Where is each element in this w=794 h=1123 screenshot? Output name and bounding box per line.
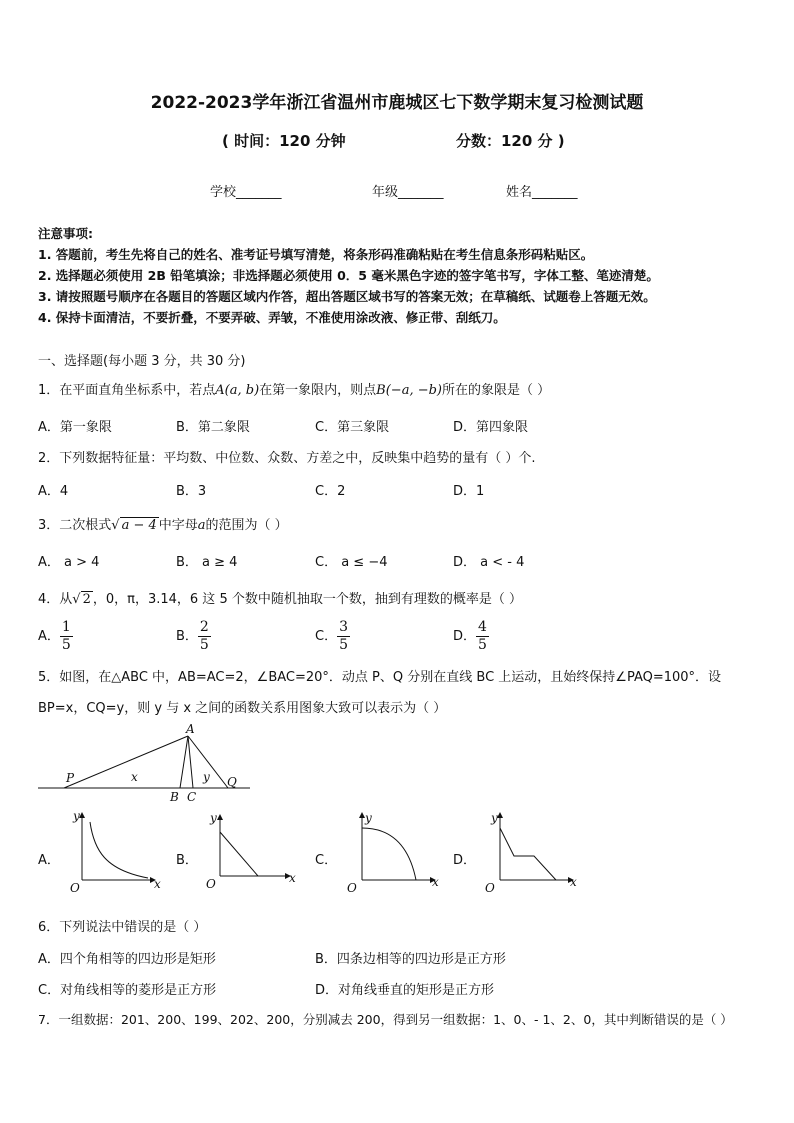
q6-option-a: A．四个角相等的四边形是矩形 bbox=[38, 952, 216, 967]
svg-text:y: y bbox=[210, 811, 217, 825]
name-field: 姓名_______ bbox=[506, 185, 578, 200]
q5-option-c: C． bbox=[315, 853, 338, 868]
q1-option-c: C．第三象限 bbox=[315, 420, 390, 435]
q5-option-a: A． bbox=[38, 853, 60, 868]
exam-time: ( 时间：120 分钟 bbox=[222, 132, 346, 150]
notes-heading: 注意事项: bbox=[38, 226, 93, 241]
q2-option-b: B．3 bbox=[176, 484, 207, 499]
q6-option-c: C．对角线相等的菱形是正方形 bbox=[38, 983, 217, 998]
label-b: B bbox=[170, 790, 179, 804]
label-y: y bbox=[203, 770, 210, 784]
question-4: 4．从√ 2 ，0，π，3.14，6 这 5 个数中随机抽取一个数，抽到有理数的概率是（ ） bbox=[38, 592, 522, 607]
svg-text:x: x bbox=[289, 871, 296, 885]
q1-option-a: A．第一象限 bbox=[38, 420, 112, 435]
q4-option-c: C． $\frac{3}{5}$ bbox=[315, 619, 348, 653]
svg-text:x: x bbox=[432, 875, 439, 889]
svg-text:x: x bbox=[570, 875, 577, 889]
question-2: 2．下列数据特征量：平均数、中位数、众数、方差之中，反映集中趋势的量有（ ）个. bbox=[38, 451, 536, 466]
q3-option-a: A． a > 4 bbox=[38, 555, 100, 570]
label-x: x bbox=[131, 770, 138, 784]
q3-option-d: D． a < - 4 bbox=[453, 555, 525, 570]
question-1: 1．在平面直角坐标系中，若点A(a, b)在第一象限内，则点B(−a, −b)所在的象限是（ ） bbox=[38, 383, 551, 398]
line-d bbox=[500, 828, 556, 880]
q4-option-b: B． $\frac{2}{5}$ bbox=[176, 619, 209, 653]
svg-text:O: O bbox=[485, 881, 495, 895]
q5-option-d: D． bbox=[453, 853, 477, 868]
label-c: C bbox=[187, 790, 197, 804]
q4-option-a: A． $\frac{1}{5}$ bbox=[38, 619, 71, 653]
svg-text:y: y bbox=[491, 811, 498, 825]
svg-text:O: O bbox=[347, 881, 357, 895]
svg-text:x: x bbox=[154, 877, 161, 891]
sqrt-expression: √ 2 bbox=[72, 592, 91, 607]
q5-option-b: B． bbox=[176, 853, 198, 868]
q6-option-d: D．对角线垂直的矩形是正方形 bbox=[315, 983, 495, 998]
exam-score: 分数：120 分 ) bbox=[456, 132, 565, 150]
svg-text:O: O bbox=[70, 881, 80, 895]
label-a: A bbox=[186, 722, 195, 736]
note-item: 2. 选择题必须使用 2B 铅笔填涂；非选择题必须使用 0．5 毫米黑色字迹的签字笔书写，字体工整、笔迹清楚。 bbox=[38, 268, 659, 283]
note-item: 4. 保持卡面清洁，不要折叠，不要弄破、弄皱，不准使用涂改液、修正带、刮纸刀。 bbox=[38, 310, 506, 325]
q3-option-c: C． a ≤ −4 bbox=[315, 555, 388, 570]
q6-option-b: B．四条边相等的四边形是正方形 bbox=[315, 952, 506, 967]
svg-text:y: y bbox=[73, 809, 80, 823]
q1-option-b: B．第二象限 bbox=[176, 420, 250, 435]
q2-option-a: A．4 bbox=[38, 484, 69, 499]
section-heading: 一、选择题(每小题 3 分，共 30 分) bbox=[38, 354, 246, 369]
exam-title: 2022-2023学年浙江省温州市鹿城区七下数学期末复习检测试题 bbox=[150, 93, 644, 113]
note-item: 3. 请按照题号顺序在各题目的答题区域内作答，超出答题区域书写的答案无效；在草稿纸、试题卷上答题无效。 bbox=[38, 289, 656, 304]
sqrt-expression: √ a − 4 bbox=[111, 518, 157, 533]
q1-option-d: D．第四象限 bbox=[453, 420, 529, 435]
svg-text:O: O bbox=[206, 877, 216, 891]
question-7: 7．一组数据：201、200、199、202、200，分别减去 200，得到另一组数据：1、0、- 1、2、0，其中判断错误的是（ ） bbox=[38, 1012, 733, 1027]
question-5-line-2: BP=x，CQ=y，则 y 与 x 之间的函数关系用图象大致可以表示为（ ） bbox=[38, 701, 447, 716]
q4-option-d: D． $\frac{4}{5}$ bbox=[453, 619, 487, 653]
note-item: 1. 答题前，考生先将自己的姓名、准考证号填写清楚，将条形码准确粘贴在考生信息条形码粘贴区。 bbox=[38, 247, 594, 262]
q2-option-d: D．1 bbox=[453, 484, 485, 499]
question-5-line-1: 5．如图，在△ABC 中，AB=AC=2，∠BAC=20°．动点 P、Q 分别在直线 BC 上运动，且始终保持∠PAQ=100°．设 bbox=[38, 670, 722, 685]
q3-option-b: B． a ≥ 4 bbox=[176, 555, 238, 570]
svg-text:y: y bbox=[365, 811, 372, 825]
grade-field: 年级_______ bbox=[372, 185, 444, 200]
label-q: Q bbox=[227, 775, 237, 789]
question-3: 3．二次根式√ a − 4 中字母a的范围为（ ） bbox=[38, 518, 288, 533]
label-p: P bbox=[66, 771, 75, 785]
q2-option-c: C．2 bbox=[315, 484, 346, 499]
question-6: 6．下列说法中错误的是（ ） bbox=[38, 920, 207, 935]
school-field: 学校_______ bbox=[210, 185, 282, 200]
